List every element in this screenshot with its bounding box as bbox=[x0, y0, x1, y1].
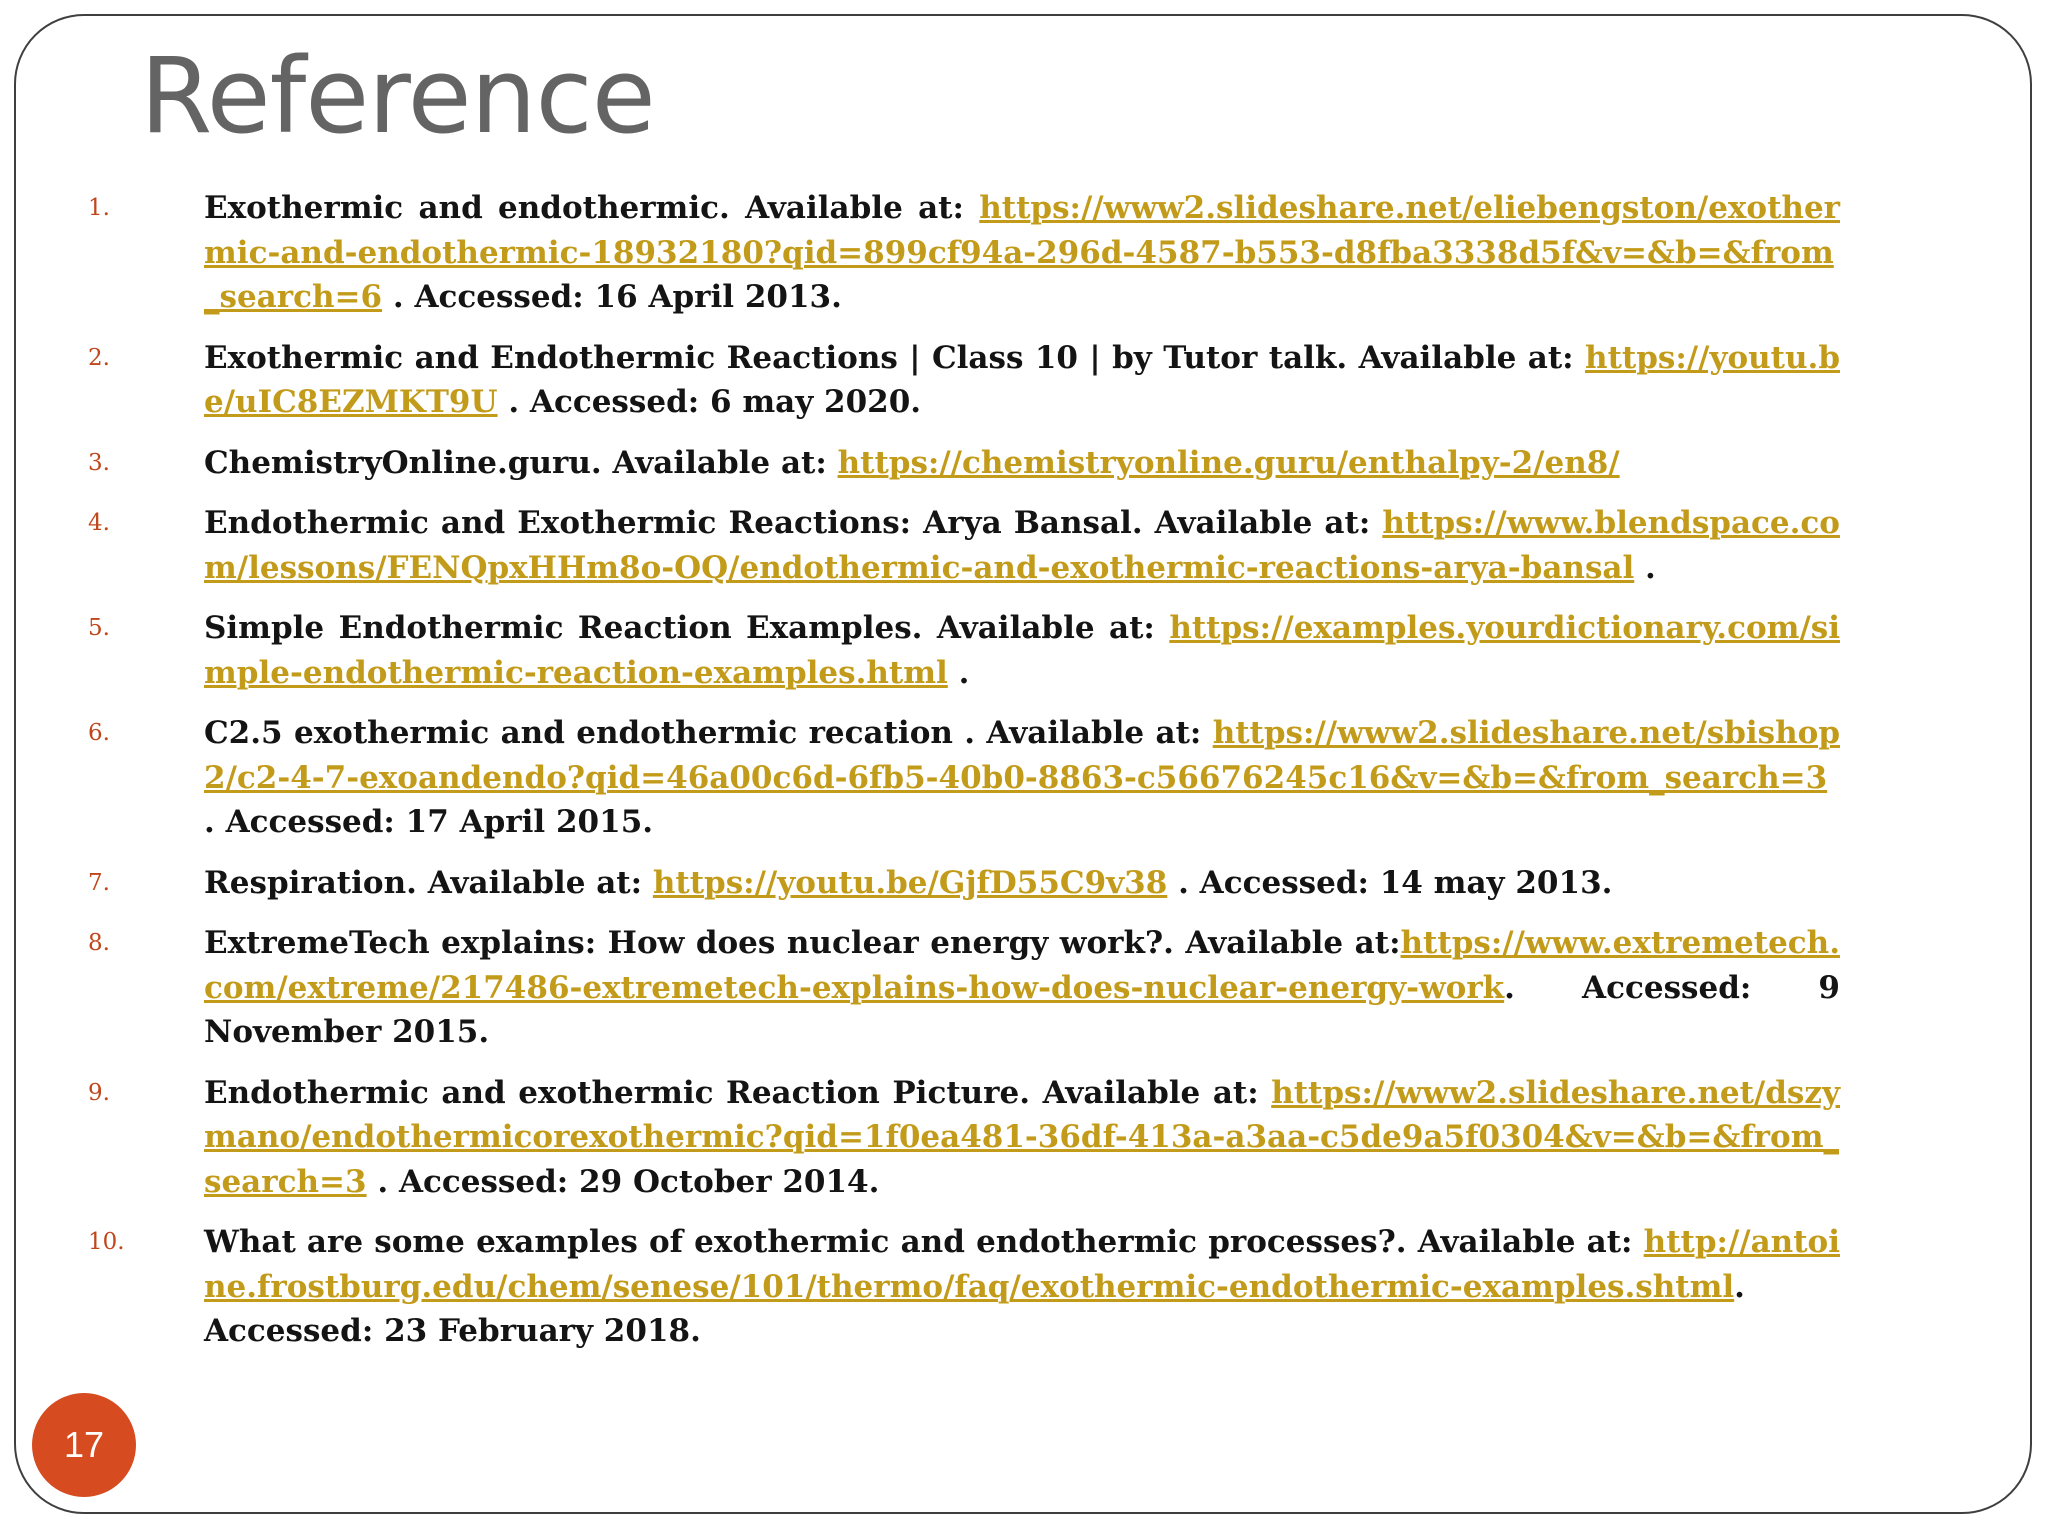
reference-item bbox=[80, 921, 1840, 1055]
reference-link[interactable]: https://youtu.be/GjfD55C9v38 bbox=[652, 864, 1168, 901]
reference-link[interactable]: http://antoine.frostburg.edu/chem/senese/101/thermo/faq/exothermic-endothermic-examples.shtml bbox=[204, 1224, 1840, 1305]
reference-text: Exothermic and Endothermic Reactions | Class 10 | by Tutor talk. Available at: bbox=[204, 339, 1586, 376]
reference-number: 8. bbox=[88, 930, 110, 956]
reference-accessed: . Accessed: 16 April 2013. bbox=[382, 279, 842, 315]
reference-link[interactable]: https://chemistryonline.guru/enthalpy-2/en8/ bbox=[837, 444, 1620, 481]
reference-accessed: . bbox=[947, 654, 970, 691]
reference-text: Respiration. Available at: bbox=[204, 864, 653, 901]
reference-item bbox=[80, 861, 1840, 906]
reference-text: Exothermic and endothermic. Available at: bbox=[204, 190, 980, 226]
reference-accessed: . Accessed: 6 may 2020. bbox=[497, 384, 922, 420]
reference-link[interactable]: https://www2.slideshare.net/dszymano/endothermicorexothermic?qid=1f0ea481-36df-413a-a3aa-c5de9a5f0304&v=&b=&from_search=3 bbox=[204, 1074, 1840, 1200]
reference-item bbox=[80, 1071, 1840, 1205]
reference-link[interactable]: https://youtu.be/uIC8EZMKT9U bbox=[204, 339, 1840, 420]
reference-accessed: . Accessed: 23 February 2018. bbox=[204, 1268, 1745, 1349]
reference-item bbox=[80, 606, 1840, 695]
reference-accessed: . bbox=[1634, 549, 1656, 586]
reference-number: 4. bbox=[88, 510, 110, 536]
reference-number: 7. bbox=[88, 869, 110, 896]
reference-text: ChemistryOnline.guru. Available at: bbox=[204, 444, 838, 481]
reference-link[interactable]: https://www2.slideshare.net/eliebengston/exothermic-and-endothermic-18932180?qid=899cf94a-296d-4587-b553-d8fba3338d5f&v=&b=&from_search=6 bbox=[204, 190, 1840, 315]
reference-number: 3. bbox=[88, 449, 110, 476]
reference-number: 1. bbox=[88, 195, 110, 221]
reference-accessed: . Accessed: 17 April 2015. bbox=[204, 804, 654, 840]
reference-text: Simple Endothermic Reaction Examples. Available at: bbox=[204, 610, 1170, 646]
reference-number: 2. bbox=[88, 344, 110, 371]
slide-title: Reference bbox=[140, 35, 655, 157]
reference-number: 5. bbox=[88, 615, 110, 641]
reference-item bbox=[80, 501, 1840, 590]
reference-item bbox=[80, 441, 1840, 486]
reference-link[interactable]: https://www2.slideshare.net/sbishop2/c2-4-7-exoandendo?qid=46a00c6d-6fb5-40b0-8863-c56676245c16&v=&b=&from_search=3 bbox=[204, 715, 1840, 796]
reference-list bbox=[80, 186, 1840, 1370]
reference-text: Endothermic and Exothermic Reactions: Arya Bansal. Available at: bbox=[204, 505, 1383, 541]
reference-link[interactable]: https://www.extremetech.com/extreme/217486-extremetech-explains-how-does-nuclear-energy-work bbox=[204, 925, 1840, 1006]
reference-item bbox=[80, 711, 1840, 845]
reference-number: 10. bbox=[88, 1229, 125, 1255]
page-number-badge: 17 bbox=[32, 1393, 136, 1497]
reference-text: What are some examples of exothermic and endothermic processes?. Available at: bbox=[204, 1224, 1644, 1260]
reference-link[interactable]: https://examples.yourdictionary.com/simple-endothermic-reaction-examples.html bbox=[204, 610, 1840, 691]
reference-text: C2.5 exothermic and endothermic recation . Available at: bbox=[204, 715, 1213, 751]
reference-accessed: . Accessed: 29 October 2014. bbox=[366, 1163, 880, 1200]
reference-item bbox=[80, 186, 1840, 320]
reference-item bbox=[80, 336, 1840, 425]
reference-accessed: . Accessed: 14 may 2013. bbox=[1167, 864, 1613, 901]
reference-item bbox=[80, 1220, 1840, 1354]
reference-text: ExtremeTech explains: How does nuclear energy work?. Available at: bbox=[204, 925, 1401, 961]
reference-text: Endothermic and exothermic Reaction Picture. Available at: bbox=[204, 1074, 1272, 1111]
reference-number: 9. bbox=[88, 1079, 110, 1106]
reference-accessed: . Accessed: 9 November 2015. bbox=[204, 969, 1840, 1050]
reference-link[interactable]: https://www.blendspace.com/lessons/FENQpxHHm8o-OQ/endothermic-and-exothermic-reactions-arya-bansal bbox=[204, 505, 1840, 586]
reference-number: 6. bbox=[88, 720, 110, 746]
